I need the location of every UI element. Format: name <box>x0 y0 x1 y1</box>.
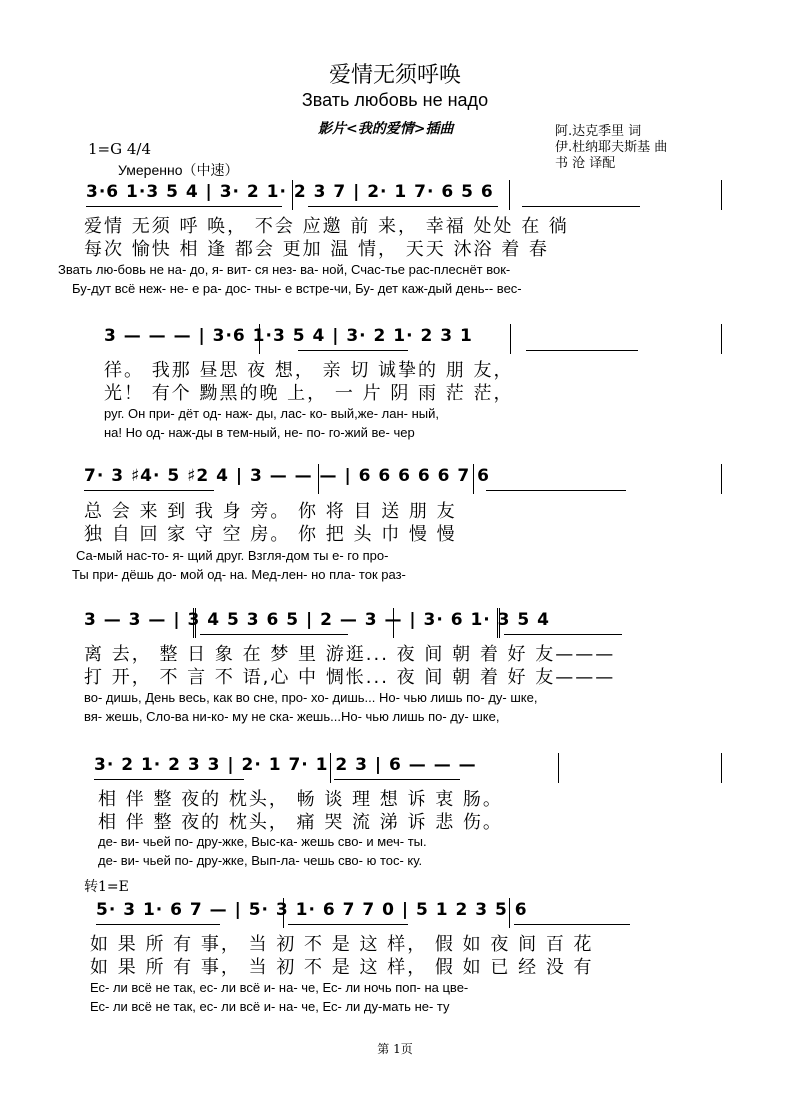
notation-line: 3· 2 1· 2 3 3 | 2· 1 7· 1 2 3 | 6 — — — <box>94 755 477 775</box>
barline <box>283 898 284 928</box>
barline <box>509 180 510 210</box>
lyrics-ru-verse-1: руг. Он при- дёт од- наж- ды, лас- ко- вый,же- лан- ный, <box>104 406 439 421</box>
barline <box>509 898 510 928</box>
repeat-barline <box>193 608 196 638</box>
lyrics-zh-verse-2: 打 开， 不 言 不 语,心 中 惆怅... 夜 间 朝 着 好 友——— <box>84 667 616 688</box>
lyrics-zh-verse-1: 如 果 所 有 事， 当 初 不 是 这 样， 假 如 夜 间 百 花 <box>90 934 594 955</box>
page-number: 第 1页 <box>377 1042 413 1056</box>
lyrics-ru-verse-1: де- ви- чьей по- дру-жке, Выс-ка- жешь сво- и меч- ты. <box>98 834 427 849</box>
beam <box>84 490 214 491</box>
beam <box>298 350 408 351</box>
lyrics-ru-verse-1: Звать лю-бовь не на- до, я- вит- ся нез- ва- ной, Счас-тье рас-плеснёт вок- <box>58 262 511 277</box>
barline <box>292 180 293 210</box>
barline <box>510 324 511 354</box>
tempo-marking: Умеренно（中速） <box>118 162 239 178</box>
barline <box>721 180 722 210</box>
barline <box>318 464 319 494</box>
barline <box>259 324 260 354</box>
lyrics-zh-verse-1: 爱情 无须 呼 唤， 不会 应邀 前 来， 幸福 处处 在 徜 <box>84 216 569 237</box>
barline <box>721 324 722 354</box>
beam <box>96 924 220 925</box>
barline <box>330 753 331 783</box>
beam <box>288 924 408 925</box>
lyrics-zh-verse-1: 总 会 来 到 我 身 旁。 你 将 目 送 朋 友 <box>84 501 457 522</box>
lyrics-ru-verse-2: Ты при- дёшь до- мой од- на. Мед-лен- но пла- ток раз- <box>72 567 406 582</box>
lyrics-ru-verse-1: Ес- ли всё не так, ес- ли всё и- на- че, Ес- ли ночь поп- на цве- <box>90 980 469 995</box>
barline <box>721 753 722 783</box>
lyrics-zh-verse-2: 每次 愉快 相 逢 都会 更加 温 情， 天天 沐浴 着 春 <box>84 239 549 260</box>
key-change: 转1=E <box>84 879 129 895</box>
notation-line: 3 — — — | 3·6 1·3 5 4 | 3· 2 1· 2 3 1 <box>104 326 473 346</box>
beam <box>308 206 498 207</box>
lyrics-zh-verse-2: 如 果 所 有 事， 当 初 不 是 这 样， 假 如 已 经 没 有 <box>90 957 594 978</box>
beam <box>526 350 638 351</box>
lyrics-ru-verse-1: во- дишь, День весь, как во сне, про- хо- дишь... Но- чью лишь по- ду- шке, <box>84 690 538 705</box>
beam <box>504 634 622 635</box>
beam <box>334 779 460 780</box>
beam <box>200 634 348 635</box>
barline <box>721 464 722 494</box>
beam <box>86 206 282 207</box>
lyrics-zh-verse-1: 徉。 我那 昼思 夜 想， 亲 切 诚挚的 朋 友， <box>104 360 514 381</box>
lyrics-ru-verse-2: Ес- ли всё не так, ес- ли всё и- на- че, Ес- ли ду-мать не- ту <box>90 999 450 1014</box>
lyrics-ru-verse-1: Са-мый нас-то- я- щий друг. Взгля-дом ты е- го про- <box>76 548 389 563</box>
lyrics-zh-verse-2: 光！ 有个 黝黑的晚 上， 一 片 阴 雨 茫 茫， <box>104 383 514 404</box>
lyrics-ru-verse-2: Бу-дут всё неж- не- е ра- дос- тны- е встре-чи, Бу- дет каж-дый день-- вес- <box>72 281 522 296</box>
beam <box>522 206 640 207</box>
lyrics-zh-verse-2: 相 伴 整 夜的 枕头， 痛 哭 流 涕 诉 悲 伤。 <box>98 812 503 833</box>
lyricist-credit: 阿.达克季里 词 <box>555 124 642 139</box>
barline <box>558 753 559 783</box>
notation-line: 7· 3 ♯4· 5 ♯2 4 | 3 — — — | 6 6 6 6 6 7 6 <box>84 466 490 486</box>
song-title-ru: Звать любовь не надо <box>301 90 489 110</box>
notation-line: 5· 3 1· 6 7 — | 5· 3 1· 6 7 7 0 | 5 1 2 3 5 6 <box>96 900 528 920</box>
key-signature: 1=G 4/4 <box>88 140 152 158</box>
repeat-barline <box>497 608 500 638</box>
beam <box>486 490 626 491</box>
lyrics-zh-verse-1: 相 伴 整 夜的 枕头， 畅 谈 理 想 诉 衷 肠。 <box>98 789 503 810</box>
song-title-zh: 爱情无须呼唤 <box>328 63 461 88</box>
barline <box>393 608 394 638</box>
composer-credit: 伊.杜纳耶夫斯基 曲 <box>555 140 668 155</box>
beam <box>514 924 630 925</box>
beam <box>94 779 244 780</box>
barline <box>473 464 474 494</box>
lyrics-zh-verse-1: 离 去， 整 日 象 在 梦 里 游逛... 夜 间 朝 着 好 友——— <box>84 644 616 665</box>
lyrics-ru-verse-2: вя- жешь, Сло-ва ни-ко- му не ска- жешь...Но- чью лишь по- ду- шке, <box>84 709 500 724</box>
lyrics-ru-verse-2: де- ви- чьей по- дру-жке, Вып-ла- чешь сво- ю тос- ку. <box>98 853 423 868</box>
notation-line: 3·6 1·3 5 4 | 3· 2 1· 2 3 7 | 2· 1 7· 6 5 6 <box>86 182 494 202</box>
film-credit: 影片<我的爱情>插曲 <box>318 121 454 137</box>
notation-line: 3 — 3 — | 3 4 5 3 6 5 | 2 — 3 — | 3· 6 1· 3 5 4 <box>84 610 551 630</box>
translator-credit: 书 沧 译配 <box>555 156 616 171</box>
lyrics-ru-verse-2: на! Но од- наж-ды в тем-ный, не- по- го-жий ве- чер <box>104 425 415 440</box>
lyrics-zh-verse-2: 独 自 回 家 守 空 房。 你 把 头 巾 慢 慢 <box>84 524 457 545</box>
